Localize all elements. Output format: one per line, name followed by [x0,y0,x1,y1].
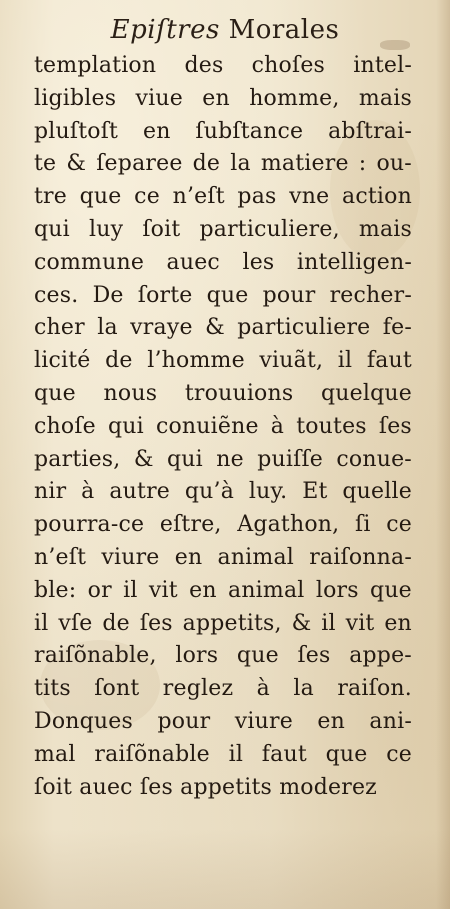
text-line: templation des choſes intel- [34,53,412,78]
text-line: tits ſont reglez à la raiſon. [34,676,412,702]
text-line: licité de l’homme viuãt, il faut [34,348,412,374]
text-line: cher la vraye & particuliere fe- [34,315,412,341]
running-head [0,12,450,48]
text-line: commune auec les intelligen- [34,249,412,275]
text-line: choſe qui conuiẽne à toutes ſes [34,413,412,439]
running-head-roman: Morales [228,15,340,45]
text-line: pluſtoſt en ſubſtance abſtrai- [34,118,412,144]
text-line: n’eſt viure en animal raiſonna- [34,544,412,570]
text-line: te & ſeparee de la matiere : ou- [34,151,412,177]
text-line: tre que ce n’eſt pas vne action [34,184,412,210]
text-line: il vſe de ſes appetits, & il vit en [34,610,412,636]
text-line: mal raiſõnable il faut que ce [34,741,412,767]
text-line: parties, & qui ne puiſſe conue- [34,446,412,472]
text-line: raiſõnable, lors que ſes appe- [34,643,412,669]
body-text [34,50,412,804]
text-line: ble: or il vit en animal lors que [34,577,412,603]
running-head-italic: Epiſtres [110,15,220,45]
text-line: Donques pour viure en ani- [34,708,412,734]
text-line: ſoit auec ſes appetits moderez [34,774,377,800]
text-line: nir à autre qu’à luy. Et quelle [34,479,412,505]
page-bottom-shadow [0,829,450,909]
page-edge-shadow [436,0,450,909]
text-line: qui luy ſoit particuliere, mais [34,216,412,242]
text-line: que nous trouuions quelque [34,380,412,406]
text-line: ligibles viue en homme, mais [34,85,412,111]
text-line: pourra-ce eſtre, Agathon, ſi ce [34,512,412,538]
text-line: ces. De ſorte que pour recher- [34,282,412,308]
